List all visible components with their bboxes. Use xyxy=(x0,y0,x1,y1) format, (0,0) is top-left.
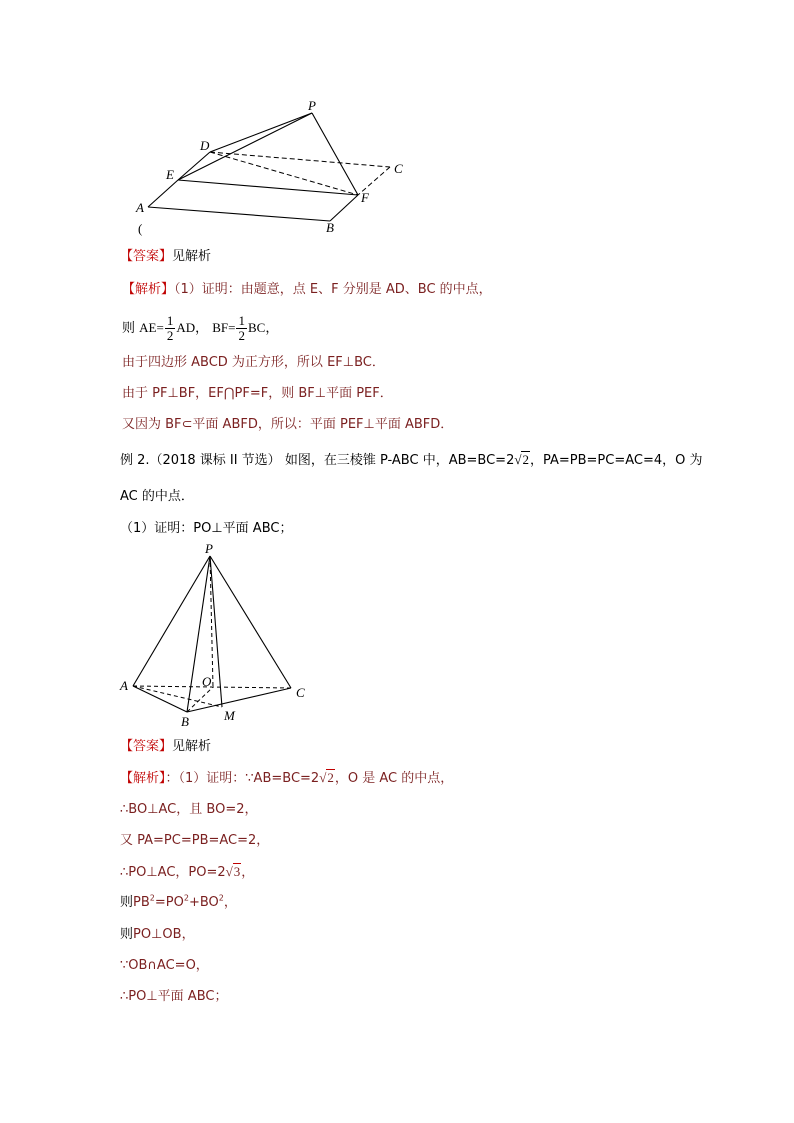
label-f: F xyxy=(361,190,369,205)
label-c: C xyxy=(394,161,403,176)
label-c: C xyxy=(296,685,305,700)
label-p: P xyxy=(205,541,213,556)
analysis2-line-2: ∴BO⊥AC，且 BO=2， xyxy=(120,802,258,817)
analysis-line-2: 则 AE= $\frac{1}{2}$ AD， BF= $\frac{1}{2}$ BC， xyxy=(122,313,279,343)
answer-text: 见解析 xyxy=(172,249,212,264)
analysis-line-5: 又因为 BF⊂平面 ABFD，所以：平面 PEF⊥平面 ABFD． xyxy=(122,417,454,432)
fraction-half: $\frac{1}{2}$ xyxy=(238,313,245,343)
label-a: A xyxy=(120,678,128,693)
label-b: B xyxy=(181,714,189,729)
label-o: O xyxy=(202,674,212,689)
fraction-half: $\frac{1}{2}$ xyxy=(166,313,174,343)
sqrt-3: √3 xyxy=(225,864,241,879)
analysis-line-1: 【解析】（1）证明：由题意，点 E、F 分别是 AD、BC 的中点， xyxy=(122,282,492,297)
answer-tag: 【答案】 xyxy=(120,249,173,264)
analysis-tag: 【解析】 xyxy=(120,771,166,786)
figure-tetrahedron-pabc xyxy=(0,540,794,730)
example-2-title-line2: AC 的中点． xyxy=(120,489,194,504)
label-p: P xyxy=(308,98,316,113)
sqrt-2: √2 xyxy=(319,770,334,785)
example-2-title: 例 2.（2018 课标 II 节选） 如图，在三棱锥 P-ABC 中，AB=BC=2√2，PA=PB=PC=AC=4，O 为 xyxy=(120,452,703,468)
analysis-tag: 【解析】 xyxy=(122,282,175,297)
figure-pyramid-pefabfd xyxy=(0,0,794,240)
label-a: A xyxy=(136,200,144,215)
stray-paren: ( xyxy=(138,221,143,236)
analysis2-line-7: ∵OB∩AC=O， xyxy=(120,958,209,973)
example-2-question-1: （1）证明：PO⊥平面 ABC； xyxy=(120,521,293,536)
analysis-line-4: 由于 PF⊥BF，EF⋂PF=F，则 BF⊥平面 PEF． xyxy=(122,386,393,401)
label-d: D xyxy=(200,138,210,153)
analysis2-line-1: 【解析】：（1）证明：∵AB=BC=2√2，O 是 AC 的中点， xyxy=(120,770,454,786)
answer-tag: 【答案】 xyxy=(120,739,173,754)
answer-text: 见解析 xyxy=(172,739,212,754)
sqrt-2: √2 xyxy=(514,452,529,467)
analysis2-line-3: 又 PA=PC=PB=AC=2， xyxy=(120,833,270,848)
answer-1 xyxy=(120,248,211,266)
analysis2-line-5: 则$PB^2=PO^2+BO^2$， xyxy=(120,893,237,910)
analysis2-line-6: 则PO⊥OB， xyxy=(120,927,195,942)
label-e: E xyxy=(166,167,174,182)
label-m: M xyxy=(224,708,235,723)
answer-2 xyxy=(120,738,211,756)
label-b: B xyxy=(326,220,334,235)
analysis-line-3: 由于四边形 ABCD 为正方形，所以 EF⊥BC． xyxy=(122,355,385,370)
analysis2-line-4: ∴PO⊥AC，PO=2√3， xyxy=(120,864,255,880)
analysis2-line-8: ∴PO⊥平面 ABC； xyxy=(120,989,228,1004)
